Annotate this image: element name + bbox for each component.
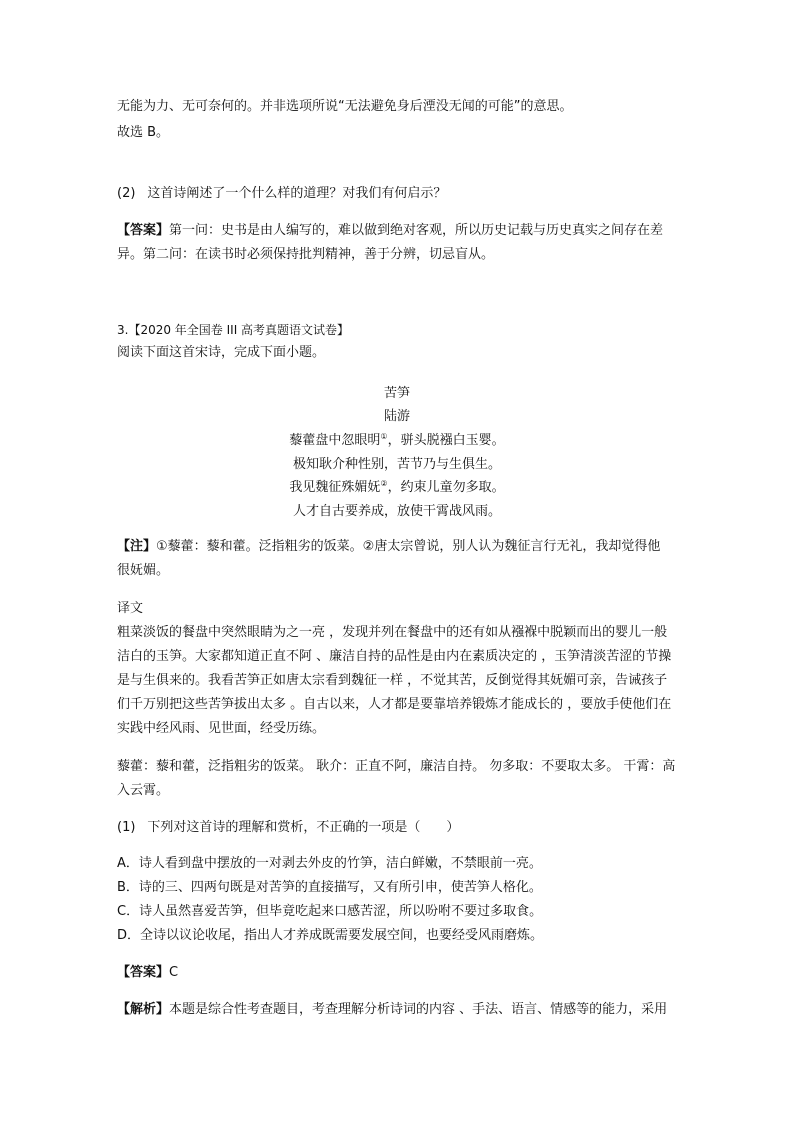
analysis-label: 【解析】	[117, 1002, 170, 1017]
question-2	[117, 185, 446, 203]
note-text: ①藜藿：藜和藿。泛指粗劣的饭菜。②唐太宗曾说，别人认为魏征言行无礼，我却觉得他	[156, 539, 661, 554]
option-d: D．全诗以议论收尾，指出人才养成既需要发展空间，也要经受风雨磨炼。	[117, 928, 544, 943]
paragraph-line: 无能为力、无可奈何的。并非选项所说“无法避免身后湮没无闻的可能”的意思。	[117, 99, 573, 114]
note-line	[117, 538, 660, 556]
translation-title: 译文	[117, 601, 144, 616]
translation-line: 实践中经风雨、见世面，经受历练。	[117, 721, 326, 736]
analysis-text: 本题是综合性考查题目，考查理解分析诗词的内容 、手法、语言、情感等的能力，采用	[169, 1002, 668, 1017]
note-label: 【注】	[117, 539, 157, 554]
question-text: 这首诗阐述了一个什么样的道理？对我们有何启示？	[147, 186, 447, 201]
poem-line-text: 藜藿盘中忽眼明	[289, 433, 381, 448]
option-c: C．诗人虽然喜爱苦笋，但毕竟吃起来口感苦涩，所以吩咐不要过多取食。	[117, 904, 543, 919]
option-a: A．诗人看到盘中摆放的一对剥去外皮的竹笋，洁白鲜嫩，不禁眼前一亮。	[117, 856, 542, 871]
poem-author: 陆游	[383, 409, 410, 424]
answer-1	[117, 964, 178, 982]
answer-text: 第一问：史书是由人编写的，难以做到绝对客观，所以历史记载与历史真实之间存在差	[169, 223, 664, 238]
poem-line-text: ，约束儿童勿多取。	[387, 480, 505, 495]
poem-line	[0, 429, 794, 448]
translation-line: 洁白的玉笋。大家都知道正直不阿 、廉洁自持的品性是由内在素质决定的 ，玉笋清淡苦涩的节操	[117, 649, 672, 664]
poem-line-text: 我见魏征殊媚妩	[289, 480, 381, 495]
answer-label: 【答案】	[117, 965, 170, 980]
section-heading: 3.【2020 年全国卷 III 高考真题语文试卷】	[117, 323, 350, 337]
option-b: B．诗的三、四两句既是对苦笋的直接描写，又有所引申，使苦笋人格化。	[117, 880, 542, 895]
question-1	[117, 819, 459, 837]
analysis-line	[117, 1001, 667, 1019]
answer-2-line	[117, 222, 663, 240]
paragraph-line: 故选 B。	[117, 125, 170, 140]
poem-line	[0, 476, 794, 495]
question-text: 下列对这首诗的理解和赏析，不正确的一项是（ ）	[147, 820, 460, 835]
translation-line: 粗菜淡饭的餐盘中突然眼睛为之一亮 ，发现并列在餐盘中的还有如从襁褓中脱颖而出的婴儿一般	[117, 625, 668, 640]
section-intro: 阅读下面这首宋诗，完成下面小题。	[117, 345, 326, 360]
poem-title: 苦笋	[383, 386, 410, 401]
poem-line: 极知耿介种性别，苦节乃与生俱生。	[292, 457, 501, 472]
question-number: (1)	[117, 820, 136, 835]
translation-line: 们千万别把这些苦笋拔出太多 。自古以来，人才都是要靠培养锻炼才能成长的 ，要放手使他们在	[117, 697, 672, 712]
answer-value: C	[169, 965, 179, 980]
footnote-marker: ②	[380, 479, 388, 488]
footnote-marker: ①	[380, 432, 388, 441]
note-line: 很妩媚。	[117, 563, 170, 578]
poem-line-text: ，骈头脱襁白玉婴。	[387, 433, 505, 448]
question-number: (2)	[117, 186, 136, 201]
glossary-line: 入云霄。	[117, 783, 170, 798]
translation-line: 是与生俱来的。我看苦笋正如唐太宗看到魏征一样 ，不觉其苦，反倒觉得其妩媚可亲，告诫孩子	[117, 673, 668, 688]
answer-2-line: 异。第二问：在读书时必须保持批判精神，善于分辨，切忌盲从。	[117, 247, 495, 262]
glossary-line: 藜藿：藜和藿，泛指粗劣的饭菜。 耿介：正直不阿，廉洁自持。 勿多取：不要取太多。 干霄：高	[117, 759, 676, 774]
poem-line: 人才自古要养成，放使干霄战风雨。	[292, 504, 501, 519]
answer-label: 【答案】	[117, 223, 170, 238]
